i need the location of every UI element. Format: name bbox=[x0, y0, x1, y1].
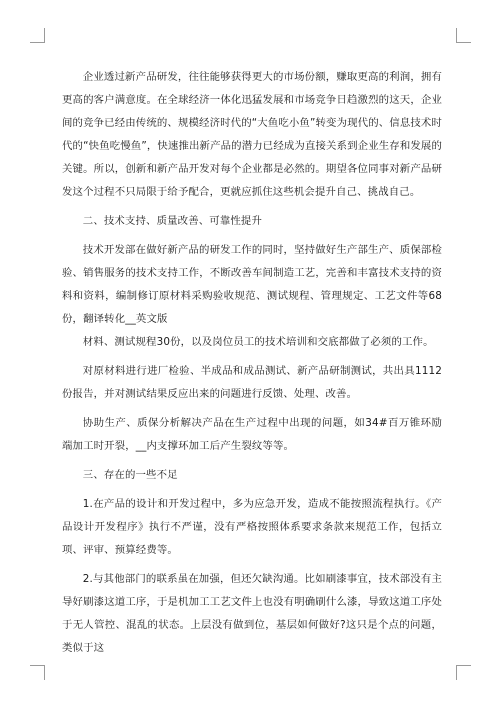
crop-mark-bottom-left bbox=[30, 665, 45, 680]
paragraph-inspection: 对原材料进行进厂检验、半成品和成品测试、新产品研制测试，共出具1112份报告，并对测试结果反应出来的问题进行反馈、处理、改善。 bbox=[62, 365, 442, 400]
section-heading-shortcomings: 三、存在的一些不足 bbox=[82, 469, 178, 481]
paragraph-production-assist: 协助生产、质保分析解决产品在生产过程中出现的问题，如34#百万锥环励端加工时开裂，__内支撑环加工后产生裂纹等等。 bbox=[62, 417, 442, 452]
document-body bbox=[62, 66, 442, 666]
paragraph-materials: 材料、测试规程30份，以及岗位员工的技术培训和交底都做了必须的工作。 bbox=[82, 336, 434, 348]
paragraph-shortcoming-2: 2.与其他部门的联系虽在加强，但还欠缺沟通。比如刷漆事宜，技术部没有主导好刷漆这道工序，于是机加工工艺文件上也没有明确刷什么漆，导致这道工序处于无人管控、混乱的状态。上层没有做到位，基层如何做好?这只是个点的问题，类似于这 bbox=[62, 573, 442, 654]
paragraph-shortcoming-1: 1.在产品的设计和开发过程中，多为应急开发，造成不能按照流程执行。《产品设计开发程序》执行不严谨，没有严格按照体系要求条款来规范工作，包括立项、评审、预算经费等。 bbox=[62, 498, 442, 556]
crop-mark-bottom-right bbox=[456, 665, 471, 680]
paragraph-intro: 企业透过新产品研发，往往能够获得更大的市场份额，赚取更高的利润，拥有更高的客户满意度。在全球经济一体化迅猛发展和市场竞争日趋激烈的这天，企业间的竞争已经由传统的、规模经济时代的“大鱼吃小鱼”转变为现代的、信息技术时代的“快鱼吃慢鱼”，快速推出新产品的潜力已经成为直接关系到企业生存和发展的关键。所以，创新和新产品开发对每个企业都是必然的。期望各位同事对新产品研发这个过程不只局限于给予配合，更就应抓住这些机会提升自己、挑战自己。 bbox=[62, 71, 442, 198]
paragraph-tech-support: 技术开发部在做好新产品的研发工作的同时，坚持做好生产部生产、质保部检验、销售服务的技术支持工作，不断改善车间制造工艺，完善和丰富技术支持的资料和资料，编制修订原材料采购验收规范、测试规程、管理规定、工艺文件等68份，翻译转化__英文版 bbox=[62, 244, 442, 325]
crop-mark-top-left bbox=[30, 28, 45, 43]
section-heading-tech-support: 二、技术支持、质量改善、可靠性提升 bbox=[82, 215, 262, 227]
crop-mark-top-right bbox=[456, 28, 471, 43]
